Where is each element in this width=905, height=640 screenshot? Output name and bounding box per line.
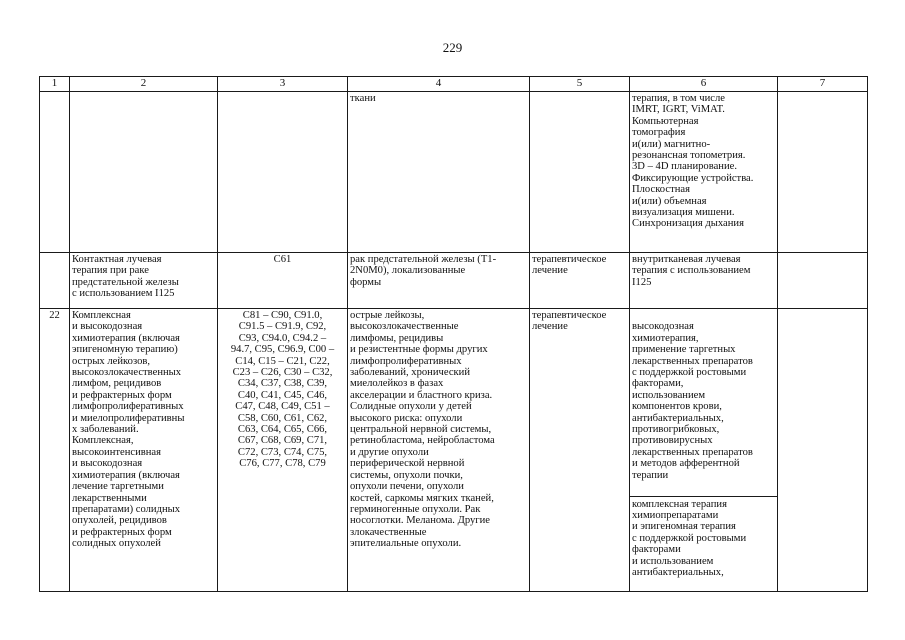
document-table — [39, 76, 868, 592]
treatment-method-cell — [630, 309, 778, 592]
row-number-cell: 22 — [40, 309, 70, 592]
treatment-method-option: комплексная терапия химиопрепаратами и эпигеномная терапия с поддержкой ростовыми факторами и использованием антибактериальных, — [630, 496, 777, 579]
treatment-type-cell: терапевтическое лечение — [530, 309, 630, 592]
treatment-type-cell: терапевтическое лечение — [530, 253, 630, 309]
diagnosis-cell: рак предстательной железы (T1- 2N0M0), локализованные формы — [348, 253, 530, 309]
table-row — [40, 253, 868, 309]
column-header: 1 — [40, 77, 70, 92]
row-number-cell — [40, 253, 70, 309]
cost-cell — [778, 309, 868, 592]
method-name-cell: Комплексная и высокодозная химиотерапия (включая эпигеномную терапию) острых лейкозов, высокозлокачественных лимфом, рецидивов и рефрактерных форм лимфопролиферативных и миелопролиферативны х заболеваний. Комплексная, высокоинтенсивная и высокодозная химиотерапия (включая лечение таргетными лекарственными препаратами) солидных опухолей, рецидивов и рефрактерных форм солидных опухолей — [70, 309, 218, 592]
table-row — [40, 92, 868, 253]
cost-cell — [778, 92, 868, 253]
treatment-method-cell: терапия, в том числе IMRT, IGRT, ViMAT. Компьютерная томография и(или) магнитно- резонансная топометрия. 3D – 4D планирование. Фиксирующие устройства. Плоскостная и(или) объемная визуализация мишени. Синхронизация дыхания — [630, 92, 778, 253]
icd-codes-cell: C81 – C90, C91.0, C91.5 – C91.9, C92, C93, C94.0, C94.2 – 94.7, C95, C96.9, C00 – C14, C15 – C21, C22, C23 – C26, C30 – C32, C34, C37, C38, C39, C40, C41, C45, C46, C47, C48, C49, C51 – C58, C60, C61, C62, C63, C64, C65, C66, C67, C68, C69, C71, C72, C73, C74, C75, C76, C77, C78, C79 — [218, 309, 348, 592]
treatment-type-cell — [530, 92, 630, 253]
cost-cell — [778, 253, 868, 309]
method-name-cell — [70, 92, 218, 253]
icd-codes-cell: C61 — [218, 253, 348, 309]
treatment-method-cell: внутритканевая лучевая терапия с использованием I125 — [630, 253, 778, 309]
row-number-cell — [40, 92, 70, 253]
column-header: 3 — [218, 77, 348, 92]
column-header: 4 — [348, 77, 530, 92]
column-header: 5 — [530, 77, 630, 92]
column-header: 2 — [70, 77, 218, 92]
diagnosis-cell: ткани — [348, 92, 530, 253]
icd-codes-cell — [218, 92, 348, 253]
table-header-row — [40, 77, 868, 92]
diagnosis-cell: острые лейкозы, высокозлокачественные лимфомы, рецидивы и резистентные формы других лимфопролиферативных заболеваний, хронический миелолейкоз в фазах акселерации и бластного криза. Солидные опухоли у детей высокого риска: опухоли центральной нервной системы, ретинобластома, нейробластома и другие опухоли периферической нервной системы, опухоли почки, опухоли печени, опухоли костей, саркомы мягких тканей, герминогенные опухоли. Рак носоглотки. Меланома. Другие злокачественные эпителиальные опухоли. — [348, 309, 530, 592]
page-number: 229 — [442, 40, 463, 55]
column-header: 7 — [778, 77, 868, 92]
method-name-cell: Контактная лучевая терапия при раке предстательной железы с использованием I125 — [70, 253, 218, 309]
column-header: 6 — [630, 77, 778, 92]
table-row — [40, 309, 868, 592]
treatment-method-option: высокодозная химиотерапия, применение таргетных лекарственных препаратов с поддержкой ростовыми факторами, использованием компонентов крови, антибактериальных, противогрибковых, противовирусных лекарственных препаратов и методов афферентной терапии — [632, 321, 753, 481]
